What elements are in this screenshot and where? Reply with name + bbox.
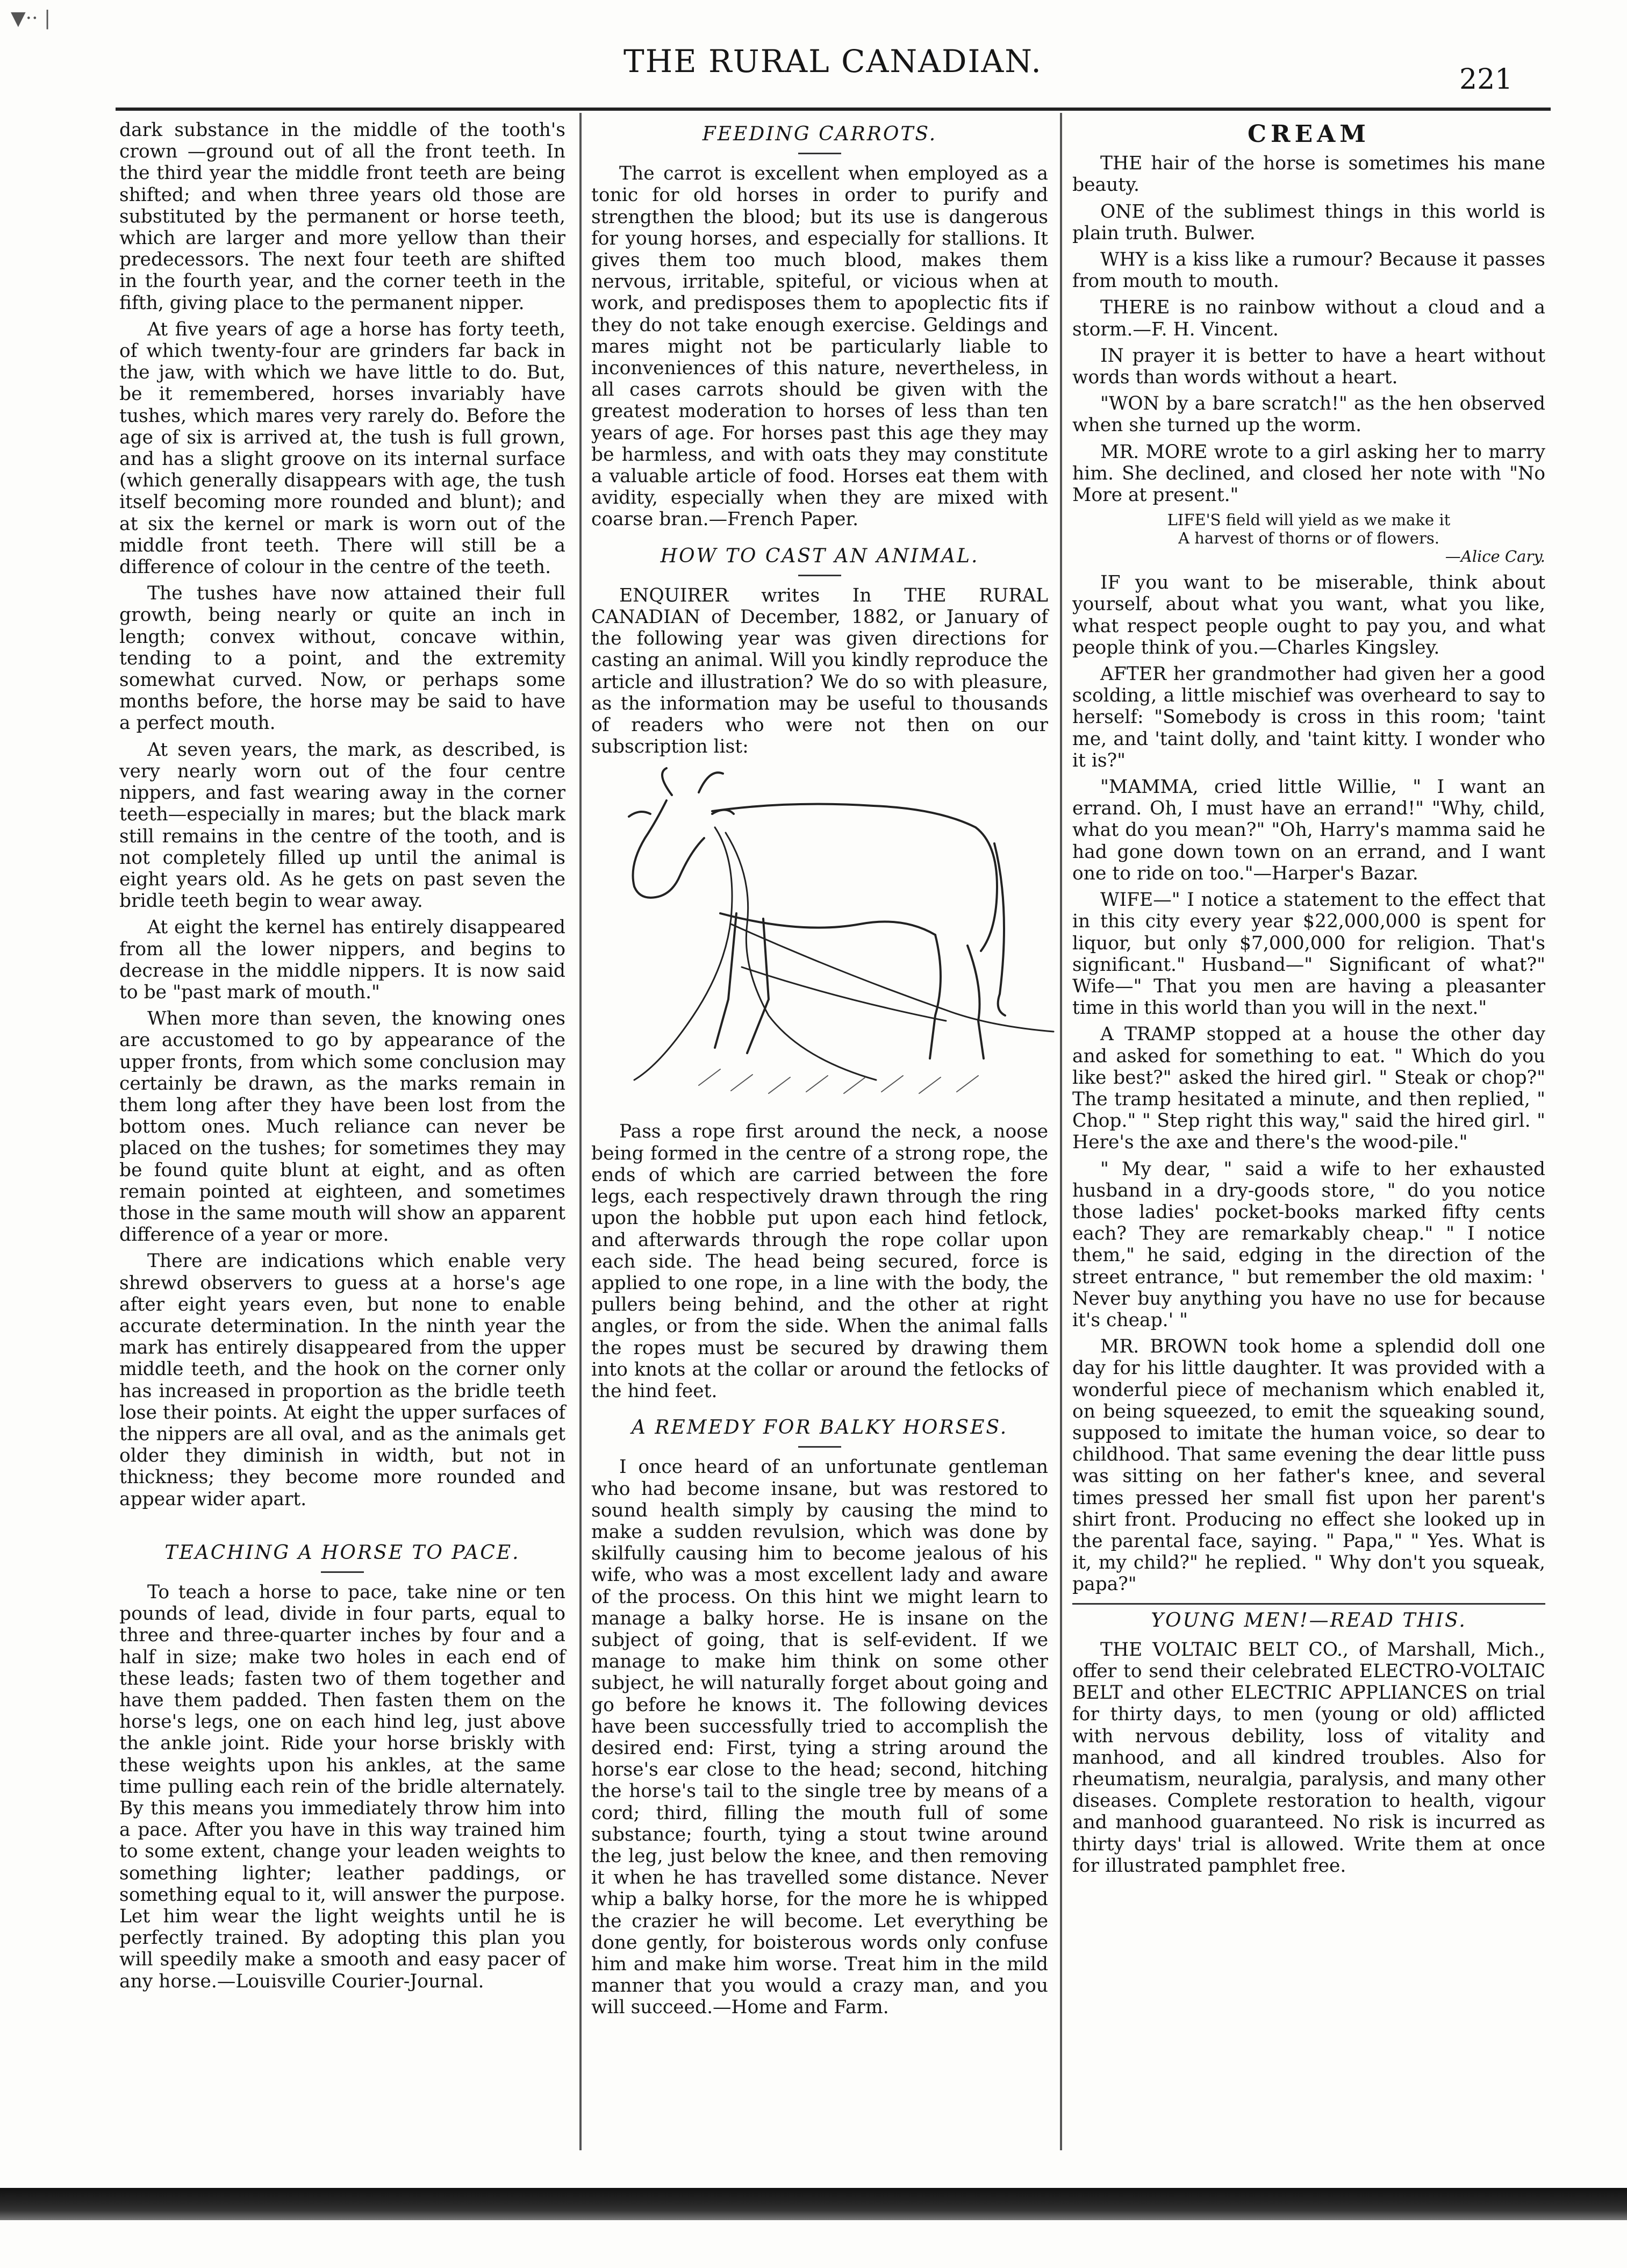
cream-item: AFTER her grandmother had given her a good scolding, a little mischief was overheard to say to herself: "Somebody is cross in this room; 'taint me, and 'taint dolly, and 'taint kitty. I wonder who it is?" [1072, 663, 1545, 771]
article-title-cast-animal: HOW TO CAST AN ANIMAL. [660, 545, 979, 567]
article-body-feeding-carrots: The carrot is excellent when employed as a tonic for old horses in order to purify and strengthen the blood; but its use is dangerous for young horses, and especially for stallions. It gives them too much blood, makes them nervous, irritable, spiteful, or vicious when at work, and predisposes them to apoplectic fits if they do not take enough exercise. Geldings and mares might not be particularly liable to inconveniences of this nature, nevertheless, in all cases carrots should be given with the greatest moderation to horses of less than ten years of age. For horses past this age they may be harmless, and with oats they may constitute a valuable article of food. Horses eat them with avidity, especially when they are mixed with coarse bran.—French Paper. [591, 163, 1048, 531]
article-body-teaching-horse: To teach a horse to pace, take nine or ten pounds of lead, divide in four parts, equal to three and three-quarter inches by four and a half in size; make two holes in each end of these leads; fasten two of them together and have them padded. Then fasten them on the horse's legs, one on each hind leg, just above the ankle joint. Ride your horse briskly with these weights upon his ankles, at the same time pulling each rein of the bridle alternately. By this means you immediately throw him into a pace. After you have in this way trained him to some extent, change your leaden weights to something lighter; leather paddings, or something equal to it, will answer the purpose. Let him wear the light weights until he is perfectly trained. By adopting this plan you will speedily make a smooth and easy pacer of any horse.—Louisville Courier-Journal. [119, 1582, 565, 1992]
article-title-balky-horses: A REMEDY FOR BALKY HORSES. [631, 1416, 1008, 1439]
paragraph: There are indications which enable very shrewd observers to guess at a horse's age after eight years even, but none to enable accurate determination. In the ninth year the mark has entirely disappeared from the upper middle teeth, and the hook on the corner only has increased in proportion as the bridle teeth lose their points. At eight the upper surfaces of the nippers are all oval, and as the animals get older they diminish in width, but not in thickness; they become more rounded and appear wider apart. [119, 1250, 565, 1510]
cream-item: THE hair of the horse is sometimes his mane beauty. [1072, 153, 1545, 196]
cream-item: ONE of the sublimest things in this world is plain truth. Bulwer. [1072, 201, 1545, 244]
cream-item: A TRAMP stopped at a house the other day and asked for something to eat. " Which do you like best?" asked the hired girl. " Steak or chop?" The tramp hesitated a minute, and then replied, " Chop." " Step right this way," said the hired girl. " Here's the axe and there's the wood-pile." [1072, 1024, 1545, 1154]
cream-item: MR. BROWN took home a splendid doll one day for his little daughter. It was provided with a wonderful piece of mechanism which enabled it, on being squeezed, to emit the squeaking sound, supposed to imitate the human voice, so dear to childhood. That same evening the dear little puss was sitting on her father's knee, and several times pressed her small fist upon her parent's shirt front. Producing no effect she looked up in the parental face, saying. " Papa," " Yes. What is it, my child?" he replied. " Why don't you squeak, papa?" [1072, 1336, 1545, 1596]
article-title-feeding-carrots: FEEDING CARROTS. [702, 123, 937, 145]
cream-item: " My dear, " said a wife to her exhausted husband in a dry-goods store, " do you notice those ladies' pocket-books marked fifty cents each? They are remarkably cheap." " I notice them," he said, edging in the direction of the street entrance, " but remember the old maxim: ' Never buy anything you have no use for because it's cheap.' " [1072, 1158, 1545, 1331]
paragraph: At seven years, the mark, as described, is very nearly worn out of the four centre nippers, and fast wearing away in the corner teeth—especially in mares; but the black mark still remains in the centre of the tooth, and is not completely filled up until the animal is eight years old. As he gets on past seven the bridle teeth begin to wear away. [119, 739, 565, 912]
paragraph: At five years of age a horse has forty teeth, of which twenty-four are grinders far back in the jaw, with which we have little to do. But, be it remembered, horses invariably have tushes, which mares very rarely do. Before the age of six is arrived at, the tush is full grown, and has a slight groove on its internal surface (which generally disappears with age, the tush itself becoming more rounded and blunt); and at six the kernel or mark is worn out of the middle front teeth. There will still be a difference of colour in the centre of the teeth. [119, 318, 565, 578]
article-title-teaching-horse: TEACHING A HORSE TO PACE. [164, 1541, 520, 1564]
column-rule-right [1060, 113, 1062, 2150]
cream-item: MR. MORE wrote to a girl asking her to marry him. She declined, and closed her note with "No More at present." [1072, 441, 1545, 506]
column-2 [591, 119, 1048, 2023]
paragraph: When more than seven, the knowing ones are accustomed to go by appearance of the upper fronts, from which some conclusion may certainly be drawn, as the marks remain in them long after they have been lost from the bottom ones. Much reliance can never be placed on the tushes; for sometimes they may be found quite blunt at eight, and as often remain pointed at eighteen, and sometimes those in the same mouth will show an apparent difference of a year or more. [119, 1008, 565, 1246]
corner-mark: ▼·· | [11, 8, 51, 30]
poem-line: LIFE'S field will yield as we make it [1167, 511, 1451, 530]
cream-item: WIFE—" I notice a statement to the effect that in this city every year $22,000,000 is spent for liquor, but only $7,000,000 for religion. That's significant." Husband—" Significant of what?" Wife—" That you men are having a pleasanter time in this world than you will in the next." [1072, 889, 1545, 1019]
section-title-cream: CREAM [1248, 120, 1370, 148]
cream-item: "MAMMA, cried little Willie, " I want an errand. Oh, I must have an errand!" "Why, child, what do you mean?" "Oh, Harry's mamma said he had gone down town on an errand, and I want one to ride on too."—Harper's Bazar. [1072, 776, 1545, 884]
paragraph: dark substance in the middle of the tooth's crown —ground out of all the front teeth. In the third year the middle front teeth are being shifted; and when three years old those are substituted by the permanent or horse teeth, which are larger and more yellow than their predecessors. The next four teeth are shifted in the fourth year, and the corner teeth in the fifth, giving place to the permanent nipper. [119, 119, 565, 314]
article-body-balky-horses: I once heard of an unfortunate gentleman who had become insane, but was restored to sound health simply by causing the mind to make a sudden revulsion, which was done by skilfully causing him to become jealous of his wife, who was a most excellent lady and aware of the process. On this hint we might learn to manage a balky horse. He is insane on the subject of going, that is self-evident. If we manage to make him think on some other subject, he will naturally forget about going and go before he knows it. The following devices have been successfully tried to accomplish the desired end: First, tying a string around the horse's ear close to the head; second, hitching the horse's tail to the single tree by means of a cord; third, filling the mouth full of some substance; fourth, tying a stout twine around the leg, just below the knee, and then removing it when he has travelled some distance. Never whip a balky horse, for the more he is whipped the crazier he will become. Let everything be done gently, for boisterous words only confuse him and make him worse. Treat him in the mild manner that you would a crazy man, and you will succeed.—Home and Farm. [591, 1456, 1048, 2019]
cream-item: IN prayer it is better to have a heart without words than words without a heart. [1072, 345, 1545, 389]
article-intro-cast-animal: ENQUIRER writes In THE RURAL CANADIAN of December, 1882, or January of the following year was given directions for casting an animal. Will you kindly reproduce the article and illustration? We do so with pleasure, as the information may be useful to thousands of readers who were not then on our subscription list: [591, 584, 1048, 758]
poem-attribution: —Alice Cary. [1445, 547, 1545, 566]
title-rule [798, 153, 841, 154]
cream-item: WHY is a kiss like a rumour? Because it passes from mouth to mouth. [1072, 249, 1545, 292]
running-title: THE RURAL CANADIAN. [623, 43, 1042, 80]
cream-item: IF you want to be miserable, think about yourself, about what you want, what you like, what respect people ought to pay you, and what people think of you.—Charles Kingsley. [1072, 572, 1545, 659]
advert-body: THE VOLTAIC BELT CO., of Marshall, Mich., offer to send their celebrated ELECTRO-VOLTAIC BELT and other ELECTRIC APPLIANCES on trial for thirty days, to men (young or old) afflicted with nervous debility, loss of vitality and manhood, and all kindred troubles. Also for rheumatism, neuralgia, paralysis, and many other diseases. Complete restoration to health, vigour and manhood guaranteed. No risk is incurred as thirty days' trial is allowed. Write them at once for illustrated pamphlet free. [1072, 1639, 1545, 1877]
paragraph: The tushes have now attained their full growth, being nearly or quite an inch in length; convex without, concave within, tending to a point, and the extremity somewhat curved. Now, or perhaps some months before, the horse may be said to have a perfect mouth. [119, 583, 565, 734]
section-divider [1072, 1603, 1545, 1605]
advert-title: YOUNG MEN!—READ THIS. [1151, 1609, 1467, 1632]
page-number: 221 [1459, 63, 1513, 96]
header-rule [116, 108, 1551, 111]
article-body-cast-animal: Pass a rope first around the neck, a noose being formed in the centre of a strong rope, the ends of which are carried between the fore legs, each respectively drawn through the ring upon the hobble put upon each hind fetlock, and afterwards through the rope collar upon each side. The head being secured, force is applied to one rope, in a line with the body, the pullers being behind, and the other at right angles, or from the side. When the animal falls the ropes must be secured by drawing them into knots at the collar or around the fetlocks of the hind feet. [591, 1121, 1048, 1402]
poem-line: A harvest of thorns or of flowers. [1178, 529, 1439, 548]
title-rule [798, 1446, 841, 1448]
cream-item: "WON by a bare scratch!" as the hen observed when she turned up the worm. [1072, 393, 1545, 437]
column-3 [1072, 119, 1545, 1881]
title-rule [321, 1571, 364, 1573]
cream-item: THERE is no rainbow without a cloud and a storm.—F. H. Vincent. [1072, 297, 1545, 340]
column-rule-left [579, 113, 582, 2150]
title-rule [798, 575, 841, 576]
column-1 [119, 119, 565, 1997]
cow-casting-illustration [591, 763, 1075, 1112]
footer-rule [0, 2188, 1627, 2220]
paragraph: At eight the kernel has entirely disappeared from all the lower nippers, and begins to decrease in the middle nippers. It is now said to be "past mark of mouth." [119, 917, 565, 1003]
poem-quote [1072, 511, 1545, 566]
